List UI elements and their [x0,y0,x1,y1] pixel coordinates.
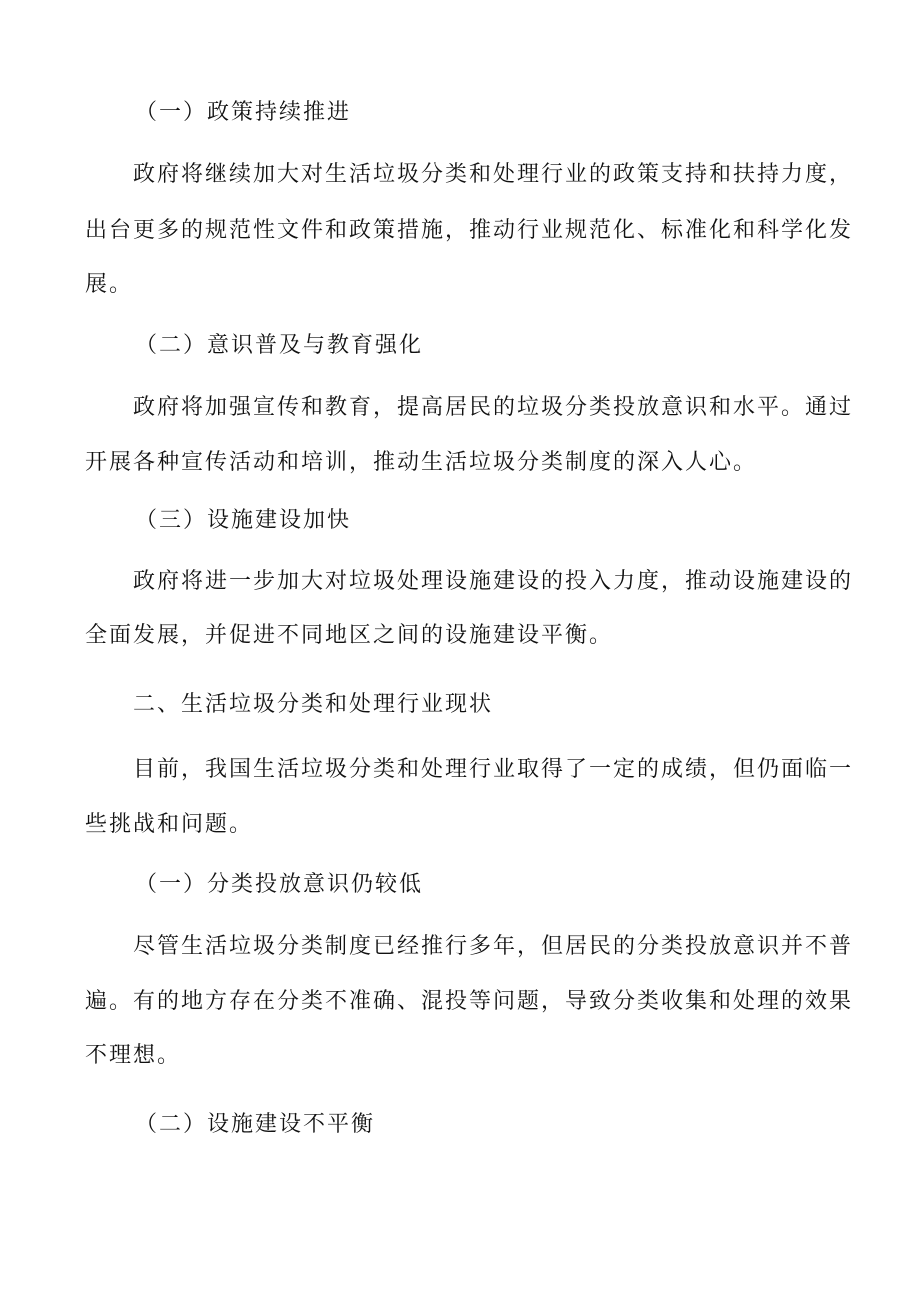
section-heading-status: 二、生活垃圾分类和处理行业现状 [133,692,494,717]
section-heading-imbalance: （二）设施建设不平衡 [135,1112,376,1137]
paragraph-line: 目前，我国生活垃圾分类和处理行业取得了一定的成绩，但仍面临一 [133,757,854,782]
section-heading-sorting-awareness: （一）分类投放意识仍较低 [135,872,424,897]
paragraph-line: 尽管生活垃圾分类制度已经推行多年，但居民的分类投放意识并不普 [133,934,854,959]
paragraph-line: 开展各种宣传活动和培训，推动生活垃圾分类制度的深入人心。 [85,450,758,475]
paragraph-line: 全面发展，并促进不同地区之间的设施建设平衡。 [85,623,614,648]
paragraph-line: 出台更多的规范性文件和政策措施，推动行业规范化、标准化和科学化发 [85,218,854,243]
paragraph-line: 政府将进一步加大对垃圾处理设施建设的投入力度，推动设施建设的 [133,569,854,594]
paragraph-line: 遍。有的地方存在分类不准确、混投等问题，导致分类收集和处理的效果 [85,989,854,1014]
paragraph-line: 不理想。 [85,1043,182,1068]
section-heading-awareness: （二）意识普及与教育强化 [135,333,424,358]
paragraph-line: 展。 [85,272,134,297]
section-heading-policy: （一）政策持续推进 [135,100,352,125]
paragraph-line: 政府将继续加大对生活垃圾分类和处理行业的政策支持和扶持力度， [133,162,854,187]
paragraph-line: 些挑战和问题。 [85,812,254,837]
section-heading-facilities: （三）设施建设加快 [135,508,352,533]
paragraph-line: 政府将加强宣传和教育，提高居民的垃圾分类投放意识和水平。通过 [133,395,854,420]
